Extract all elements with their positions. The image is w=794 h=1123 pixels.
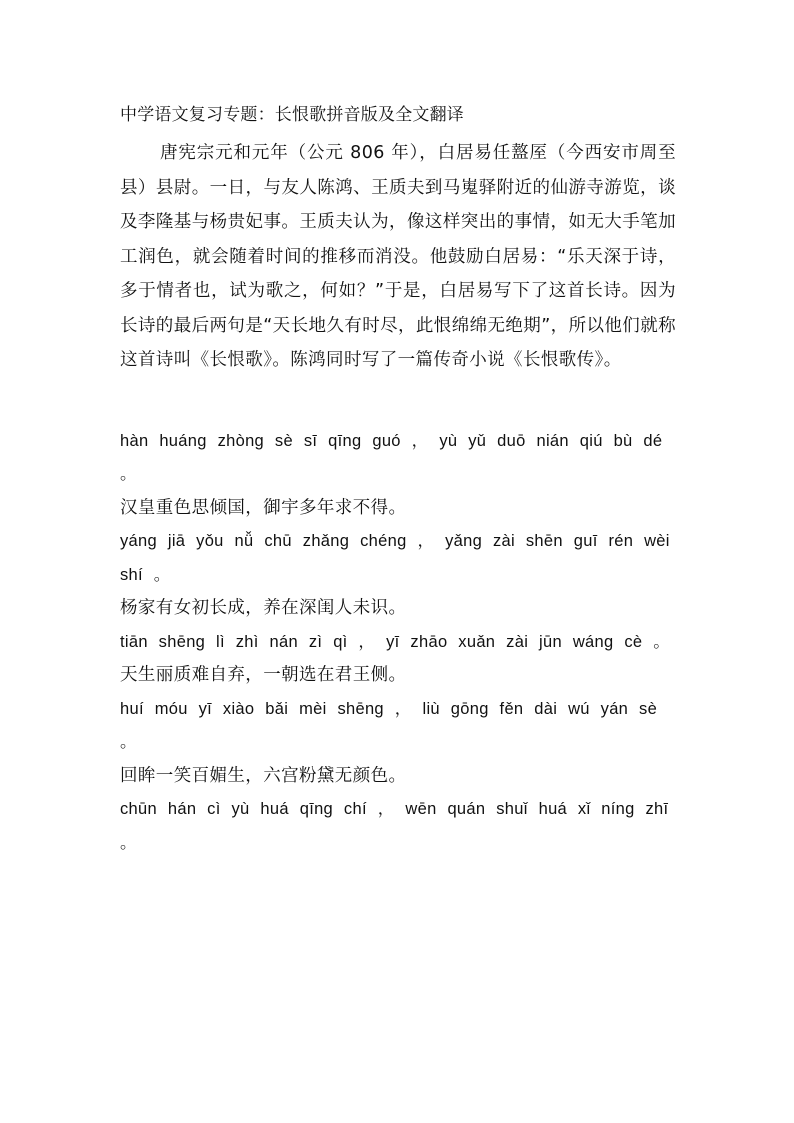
intro-paragraph: 唐宪宗元和元年（公元 806 年），白居易任盩厔（今西安市周至县）县尉。一日，与友人陈鸿、王质夫到马嵬驿附近的仙游寺游览，谈及李隆基与杨贵妃事。王质夫认为，像这样突出的事情，如无大手笔加工润色，就会随着时间的推移而消没。他鼓励白居易：“乐天深于诗，多于情者也，试为歌之，何如？”于是，白居易写下了这首长诗。因为长诗的最后两句是“天长地久有时尽，此恨绵绵无绝期”，所以他们就称这首诗叫《长恨歌》。陈鸿同时写了一篇传奇小说《长恨歌传》。 [120, 143, 676, 370]
hanzi-line-4: 回眸一笑百媚生，六宫粉黛无颜色。 [120, 765, 407, 786]
pinyin-line-5: chūn hán cì yù huá qīng chí ， wēn quán shuǐ huá xǐ níng zhī 。 [120, 800, 669, 852]
pinyin-line-2: yáng jiā yǒu nǚ chū zhǎng chéng ， yǎng zài shēn guī rén wèi shí 。 [120, 532, 670, 584]
pinyin-line-3: tiān shēng lì zhì nán zì qì ， yī zhāo xuǎn zài jūn wáng cè 。 [120, 632, 671, 651]
pinyin-line-1: hàn huáng zhòng sè sī qīng guó ， yù yǔ duō nián qiú bù dé 。 [120, 431, 663, 483]
pinyin-line-4: huí móu yī xiào bǎi mèi shēng ， liù gōng fěn dài wú yán sè 。 [120, 699, 658, 751]
document-title: 中学语文复习专题：长恨歌拼音版及全文翻译 [120, 105, 464, 125]
hanzi-line-3: 天生丽质难自弃，一朝选在君王侧。 [120, 665, 407, 685]
hanzi-line-2: 杨家有女初长成，养在深闺人未识。 [120, 598, 407, 618]
document-body [120, 100, 676, 860]
hanzi-line-1: 汉皇重色思倾国，御宇多年求不得。 [120, 497, 407, 518]
poem-section [120, 425, 676, 861]
